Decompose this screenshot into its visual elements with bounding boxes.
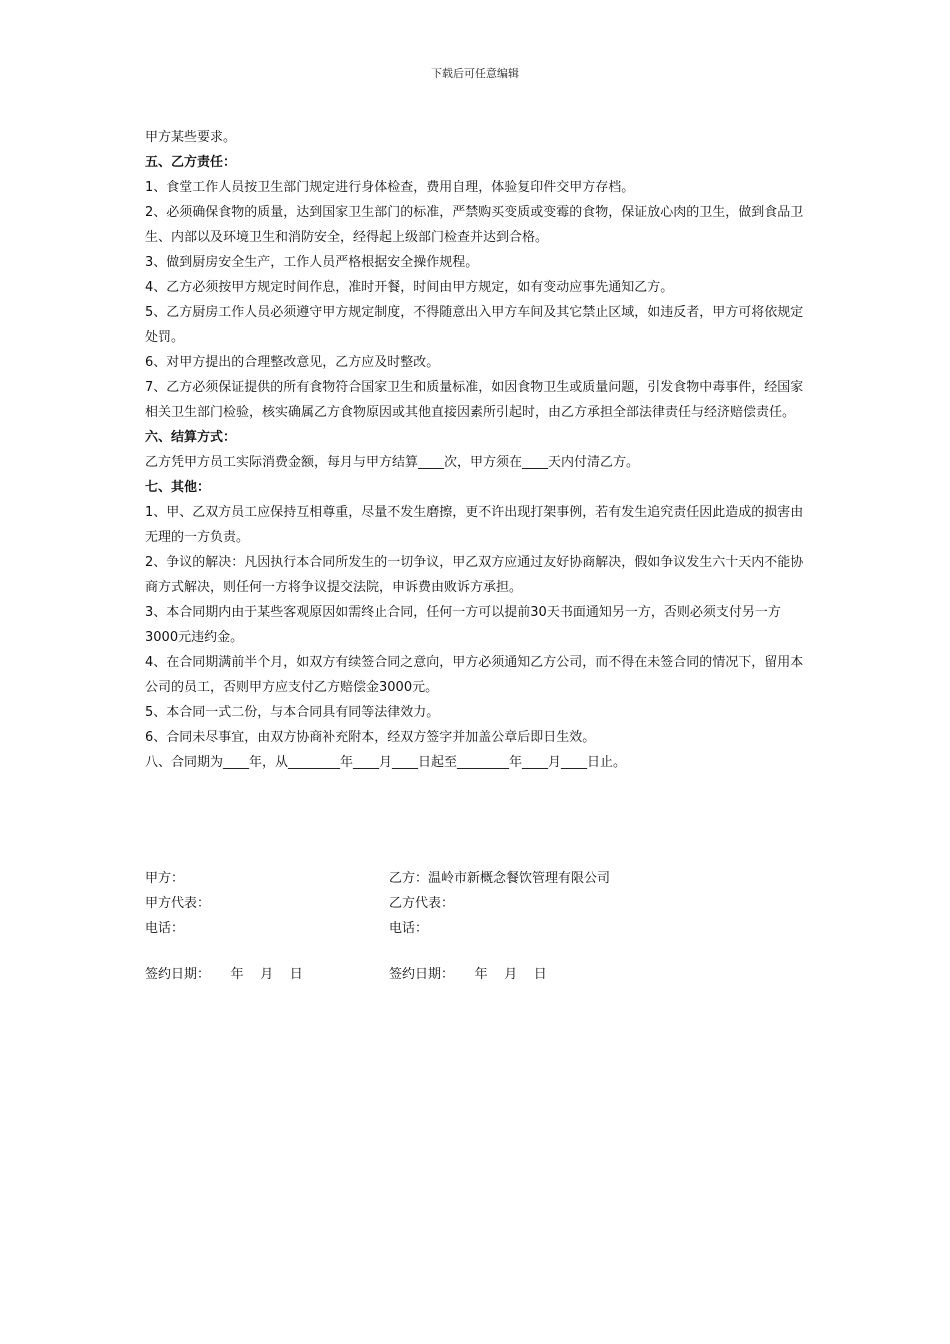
contract-paragraph: 乙方凭甲方员工实际消费金额，每月与甲方结算____次，甲方须在____天内付清乙方。	[145, 455, 640, 470]
signature-block	[145, 866, 805, 987]
signature-row-party	[145, 866, 805, 891]
contract-paragraph: 5、乙方厨房工作人员必须遵守甲方规定制度，不得随意出入甲方车间及其它禁止区域，如违反者，甲方可将依规定处罚。	[145, 305, 804, 345]
contract-paragraph: 1、食堂工作人员按卫生部门规定进行身体检查，费用自理，体验复印件交甲方存档。	[145, 180, 635, 195]
contract-paragraph: 3、本合同期内由于某些客观原因如需终止合同，任何一方可以提前30天书面通知另一方，否则必须支付另一方3000元违约金。	[145, 605, 781, 645]
date-a-label: 签约日期： 年 月 日	[145, 967, 303, 982]
section-heading: 六、结算方式：	[145, 430, 237, 445]
phone-a-label: 电话：	[145, 921, 185, 936]
date-b-label: 签约日期： 年 月 日	[389, 967, 547, 982]
contract-paragraph: 4、乙方必须按甲方规定时间作息，准时开餐，时间由甲方规定，如有变动应事先通知乙方。	[145, 280, 674, 295]
contract-paragraph: 6、合同未尽事宜，由双方协商补充附本，经双方签字并加盖公章后即日生效。	[145, 730, 596, 745]
rep-a-label: 甲方代表：	[145, 896, 211, 911]
contract-paragraph: 2、争议的解决：凡因执行本合同所发生的一切争议，甲乙双方应通过友好协商解决，假如争议发生六十天内不能协商方式解决，则任何一方将争议提交法院，申诉费由败诉方承担。	[145, 555, 804, 595]
contract-paragraph: 4、在合同期满前半个月，如双方有续签合同之意向，甲方必须通知乙方公司，而不得在未签合同的情况下，留用本公司的员工，否则甲方应支付乙方赔偿金3000元。	[145, 655, 804, 695]
party-a-label: 甲方：	[145, 871, 185, 886]
party-b-label: 乙方：温岭市新概念餐饮管理有限公司	[389, 871, 611, 886]
contract-paragraph: 6、对甲方提出的合理整改意见，乙方应及时整改。	[145, 355, 440, 370]
rep-b-label: 乙方代表：	[389, 896, 455, 911]
contract-paragraph: 5、本合同一式二份，与本合同具有同等法律效力。	[145, 705, 440, 720]
page-header-note: 下载后可任意编辑	[431, 67, 519, 80]
contract-paragraph: 八、合同期为____年，从________年____月____日起至________年____月____日止。	[145, 755, 627, 770]
signature-row-phone	[145, 916, 805, 941]
contract-paragraph: 1、甲、乙双方员工应保持互相尊重，尽量不发生磨擦，更不许出现打架事例，若有发生追究责任因此造成的损害由无理的一方负责。	[145, 505, 804, 545]
contract-paragraph: 2、必须确保食物的质量，达到国家卫生部门的标准，严禁购买变质或变霉的食物，保证放心肉的卫生，做到食品卫生、内部以及环境卫生和消防安全，经得起上级部门检查并达到合格。	[145, 205, 804, 245]
contract-paragraph: 3、做到厨房安全生产，工作人员严格根据安全操作规程。	[145, 255, 479, 270]
contract-paragraph: 7、乙方必须保证提供的所有食物符合国家卫生和质量标准，如因食物卫生或质量问题，引发食物中毒事件，经国家相关卫生部门检验，核实确属乙方食物原因或其他直接因素所引起时，由乙方承担全部法律责任与经济赔偿责任。	[145, 380, 804, 420]
section-heading: 七、其他：	[145, 480, 211, 495]
section-heading: 五、乙方责任：	[145, 155, 237, 170]
signature-row-representative	[145, 891, 805, 916]
contract-paragraph: 甲方某些要求。	[145, 130, 237, 145]
phone-b-label: 电话：	[389, 921, 429, 936]
signature-row-date	[145, 962, 805, 987]
contract-body	[145, 125, 805, 775]
